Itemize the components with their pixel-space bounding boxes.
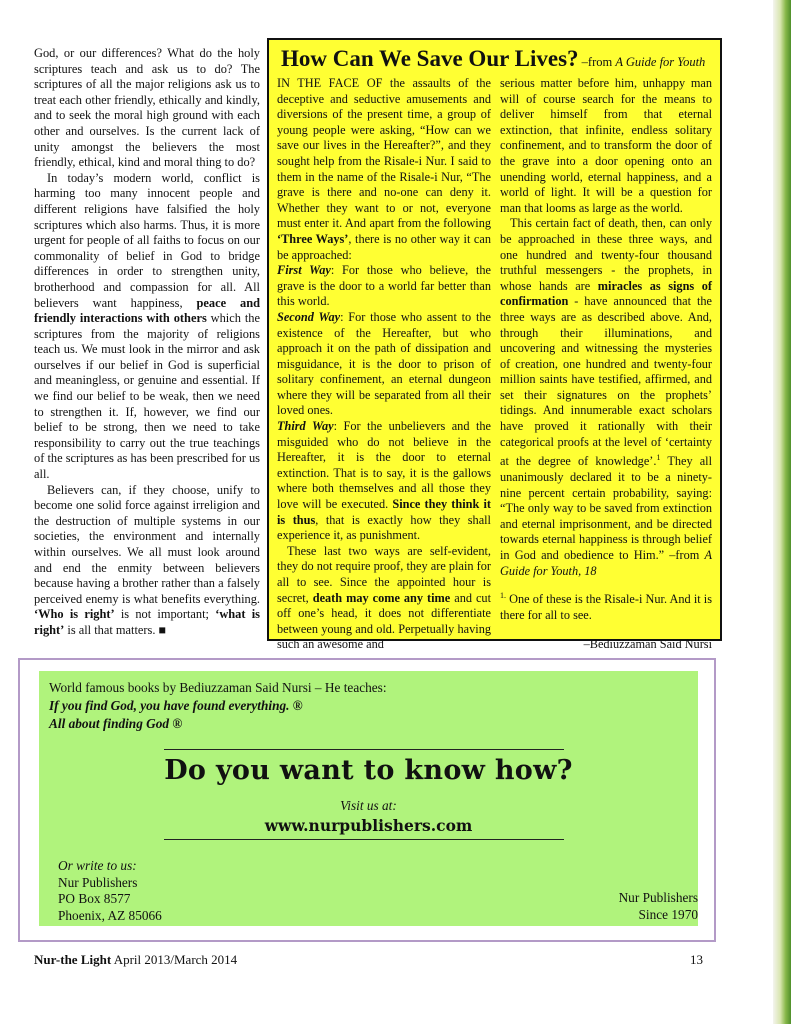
ad-divider-bottom [164,839,564,840]
paragraph [34,171,260,483]
text-run: miracles as signs of confirmation [500,278,713,309]
source-prefix: –from [578,55,616,69]
ad-publisher-name: Nur Publishers [618,890,698,905]
text-run: death may come any time [312,590,451,605]
ad-publisher-since: Since 1970 [638,906,698,922]
text-run: –Bediuzzaman Said Nursi [583,637,712,652]
ad-address-box: PO Box 8577 [58,891,131,906]
issue-date: April 2013/March 2014 [111,952,238,967]
paragraph [500,216,712,579]
paragraph [277,419,491,544]
text-run: IN THE FACE OF the assaults of the deceptive and seductive amusements and diversions of the present time, a group of young people were asking, “How can we save our lives in the Hereafter?”, and they sought help from the Risale-i Nur. I said to them in the name of the Risale-i Nur, “The grave is there and no-one can deny it. Whether they want to or not, everyone must enter it. And apart from the following [277,76,491,231]
author-signature [500,637,712,653]
text-run: This certain fact of death, then, can only be approached in these three ways, and one hundred and twenty-four thousand truthful messengers - the prophets, in whose hands are [500,216,712,293]
text-run: They all unanimously declared it to be a ninety-nine percent certain probability, saying: “The only way to be saved from extinction and eternal imprisonment, and be directed towards eternal happiness is through belief in God and obedience to Him.” –from [500,454,712,562]
text-run: 1. [500,591,506,601]
text-run: ‘Three Ways’ [277,231,349,246]
text-run: serious matter before him, unhappy man will of course search for the means to deliver himself from that eternal extinction, that infinite, endless solitary confinement, and to transform the door of the grave into a door opening onto an unending world, eternal happiness, and a world of light. It will be a question for man that looms as large as the world. [500,76,712,215]
ad-write-label: Or write to us: [58,858,137,873]
page-footer [34,952,237,968]
ad-address [58,858,162,924]
text-run: and cut off one’s head, it does not differentiate between young and old. Perpetually having such an awesome and [277,590,491,652]
article-column-2 [500,76,712,653]
article-title [281,46,712,75]
ad-address-city: Phoenix, AZ 85066 [58,907,162,923]
ad-tagline-1: If you find God, you have found everything. ® [49,698,303,713]
paragraph [34,46,260,171]
text-run: is not important; [114,607,216,622]
text-run: , there is no other way it can be approached: [277,231,491,262]
paragraph [277,263,491,310]
footnote [500,588,712,623]
paragraph [277,544,491,653]
ad-publisher [619,890,698,923]
text-run: is all that matters. ■ [64,622,167,637]
text-run: A Guide for Youth, 18 [500,547,712,578]
text-run: Third Way [277,419,334,434]
text-run: Second Way [277,309,341,324]
page-number: 13 [690,952,703,967]
text-run: Since they think it is thus [277,497,491,527]
ad-headline: Do you want to know how? [164,755,573,786]
article-box [267,38,722,652]
ad-address-name: Nur Publishers [58,874,138,890]
magazine-name: Nur-the Light [34,952,112,967]
text-run: : For the unbelievers and the misguided who do not believe in the Hereafter, it is the door to eternal extinction. That is to say, it is the gallows where both themselves and all those they love will be executed. [277,419,491,512]
text-run: , that is exactly how they shall experience it, as punishment. [277,512,491,543]
text-run: : For those who assent to the existence of the Hereafter, but who approach it on the path of dissipation and misguidance, it is the door to prison of solitary confinement, an eternal dungeon where they will be separated from all their loved ones. [277,309,492,418]
text-run: One of these is the Risale-i Nur. And it is there for all to see. [500,592,712,622]
text-run: God, or our differences? What do the holy scriptures teach and ask us to do? The scriptures of all the major religions ask us to treat each other friendly, ethically and kindly, and to seek the moral high ground with each other and ourselves. Is the current lack of unity amongst the believers the most friendly, ethical, kind and moral thing to do? [34,46,260,170]
ad-website-link[interactable]: www.nurpublishers.com [264,816,473,835]
text-run: These last two ways are self-evident, they do not require proof, they are plain for all to see. Since the appointed hour is secret, [277,543,491,605]
text-run: Believers can, if they choose, unify to become one solid force against irreligion and the destruction of multiple systems in our societies, the environment and internally within ourselves. We all must look around and end the enmity between believers because having a brother rather than a falsely perceived enemy is what benefits everything. [34,482,260,606]
page-edge-decoration [773,0,791,1024]
text-run: - have announced that the three ways are as described above. And, through their illuminations, and uncovering and witnessing the mysteries of creation, one hundred and twenty-four million saints have testified, affirmed, and set their signatures on the prophets’ tidings. And innumerable exact scholars have proved it rationally with their categorical proofs at the level of ‘certainty at the degree of knowledge’. [500,294,712,469]
paragraph [34,483,260,639]
text-run: : For those who believe, the grave is the door to a world far better than this world. [277,263,491,309]
text-run: peace and friendly interactions with others [34,295,260,326]
article-column-1 [277,76,491,653]
text-run: 1 [656,453,661,463]
text-run: which the scriptures from the majority of religions teach us. We must look in the mirror and ask ourselves if our belief in God is superficial and meaningless, or genuine and essential. If we find our belief to be weak, then we need to strengthen it. If, however, we find our belief to be strong, then we need to take responsibility to carry out the true teachings of the scriptures as has been prescribed for us all. [34,311,260,482]
ad-tagline-2: All about finding God ® [49,716,183,731]
article-title-text: How Can We Save Our Lives? [281,46,579,71]
source-title: A Guide for Youth [615,55,706,69]
text-run: ‘Who is right’ [34,607,115,622]
left-article-column [34,46,260,639]
text-run: In today’s modern world, conflict is harming too many innocent people and different religions have falsified the holy scriptures which also harms. Thus, it is more urgent for people of all faiths to focus on our commonality of belief in God to bridge differences in order to strengthen unity, brotherhood and compassion for all. All believers want happiness, [34,170,260,310]
paragraph [277,310,491,419]
ad-visit-label: Visit us at: [340,798,397,813]
paragraph [500,76,712,216]
paragraph [277,76,491,263]
ad-divider-top [164,749,564,750]
ad-intro: World famous books by Bediuzzaman Said Nursi – He teaches: [49,680,387,695]
advertisement [39,671,698,926]
article-source [579,55,706,69]
text-run: First Way [277,263,331,278]
text-run: ‘what is right’ [34,607,260,637]
